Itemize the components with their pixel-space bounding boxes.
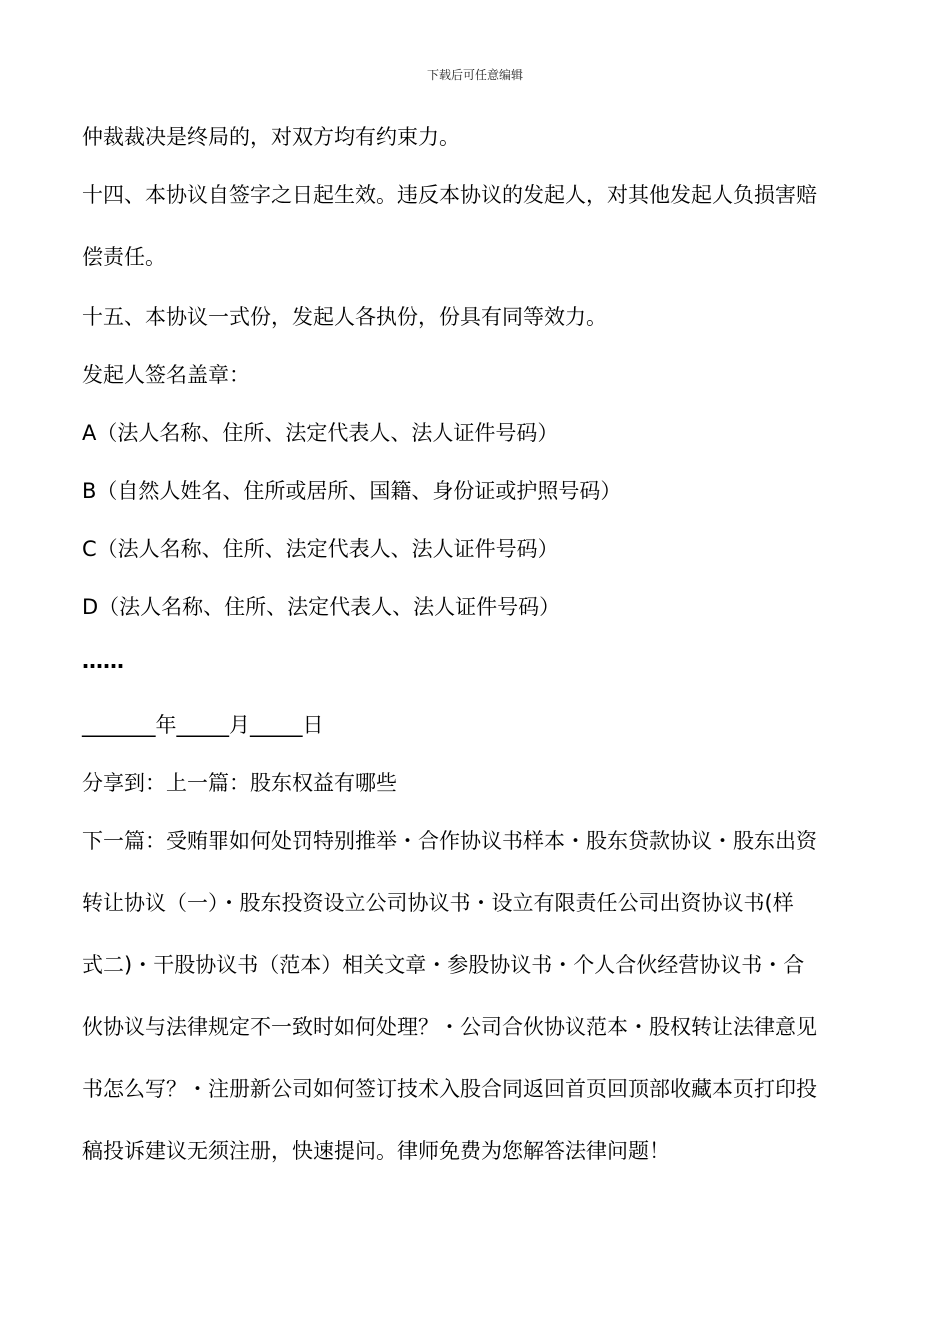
next-links-line-1: 下一篇：受贿罪如何处罚特别推举・合作协议书样本・股东贷款协议・股东出资 [82, 829, 817, 853]
signatory-b-line: B（自然人姓名、住所或居所、国籍、身份证或护照号码） [82, 479, 622, 503]
next-links-line-3: 式二)・干股协议书（范本）相关文章・参股协议书・个人合伙经营协议书・合 [82, 953, 805, 977]
signatory-a-line: A（法人名称、住所、法定代表人、法人证件号码） [82, 421, 559, 445]
next-links-line-5: 书怎么写？・注册新公司如何签订技术入股合同返回首页回顶部收藏本页打印投 [82, 1077, 817, 1101]
next-links-line-4: 伙协议与法律规定不一致时如何处理？・公司合伙协议范本・股权转让法律意见 [82, 1015, 817, 1039]
paragraph-line-4: 十五、本协议一式份，发起人各执份，份具有同等效力。 [82, 305, 607, 329]
next-links-line-6: 稿投诉建议无须注册，快速提问。律师免费为您解答法律问题！ [82, 1139, 670, 1163]
share-previous-line: 分享到：上一篇：股东权益有哪些 [82, 771, 397, 795]
next-links-line-2: 转让协议（一）・股东投资设立公司协议书・设立有限责任公司出资协议书(样 [82, 891, 794, 915]
paragraph-line-1: 仲裁裁决是终局的，对双方均有约束力。 [82, 125, 460, 149]
signatory-d-line: D（法人名称、住所、法定代表人、法人证件号码） [82, 595, 561, 619]
ellipsis-line: …… [82, 649, 124, 673]
signatory-c-line: C（法人名称、住所、法定代表人、法人证件号码） [82, 537, 559, 561]
paragraph-line-2: 十四、本协议自签字之日起生效。违反本协议的发起人，对其他发起人负损害赔 [82, 183, 817, 207]
paragraph-line-5: 发起人签名盖章： [82, 363, 250, 387]
date-line: _______年_____月_____日 [82, 713, 324, 737]
page-header: 下载后可任意编辑 [426, 68, 523, 82]
paragraph-line-3: 偿责任。 [82, 245, 166, 269]
